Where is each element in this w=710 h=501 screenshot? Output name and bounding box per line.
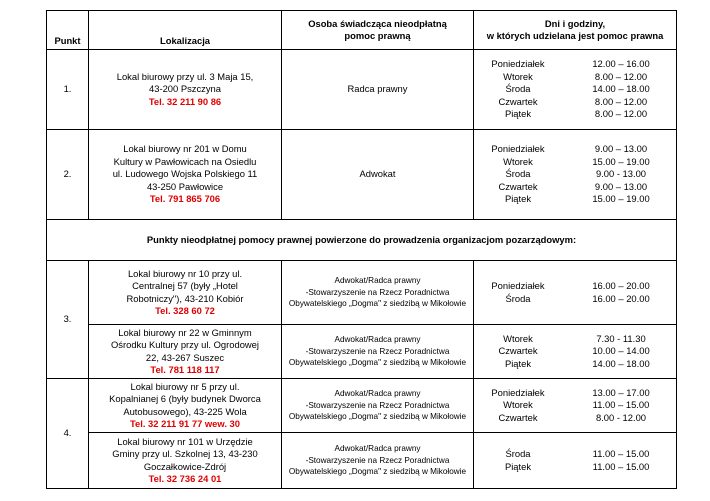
location-line: 43-250 Pawłowice <box>146 180 224 192</box>
schedule-hours: 11.00 – 15.00 <box>592 399 650 411</box>
provider-cell <box>282 379 474 433</box>
location-line: Lokal biurowy nr 22 w Gminnym <box>118 326 252 338</box>
row-number: 4. <box>47 379 89 489</box>
provider-line: Obywatelskiego „Dogma" z siedzibą w Mikołowie <box>288 299 467 309</box>
provider-line: Radca prawny <box>347 83 408 95</box>
location-line: ul. Ludowego Wojska Polskiego 11 <box>112 168 258 180</box>
location-line: Autobusowego), 43-225 Wola <box>123 405 247 417</box>
schedule-hours: 11.00 – 15.00 <box>592 460 650 472</box>
schedule-day: Czwartek <box>498 345 538 357</box>
provider-line: -Stowarzyszenie na Rzecz Poradnictwa <box>305 287 450 297</box>
phone-number: Tel. 32 211 90 86 <box>148 95 222 107</box>
schedule-day: Wtorek <box>503 70 533 82</box>
schedule-day: Poniedziałek <box>491 58 545 70</box>
schedule-day: Środa <box>505 83 531 95</box>
provider-line: Adwokat/Radca prawny <box>334 389 421 399</box>
location-line: 43-200 Pszczyna <box>149 83 221 95</box>
schedule-hours: 9.00 – 13.00 <box>594 180 648 192</box>
section-title: Punkty nieodpłatnej pomocy prawnej powierzone do prowadzenia organizacjom pozarządowym: <box>47 220 677 261</box>
header-osoba: Osoba świadcząca nieodpłatną pomoc prawną <box>282 11 474 50</box>
provider-line: Adwokat/Radca prawny <box>334 276 421 286</box>
schedule-cell <box>474 325 677 379</box>
header-dni-line1: Dni i godziny, <box>544 17 606 29</box>
location-cell <box>89 261 282 325</box>
location-line: Lokal biurowy nr 201 w Domu <box>123 143 247 155</box>
phone-number: Tel. 791 865 706 <box>149 193 221 205</box>
schedule-cell <box>474 261 677 325</box>
provider-cell <box>282 50 474 130</box>
schedule-day: Czwartek <box>498 180 538 192</box>
table-row <box>47 433 677 489</box>
row-number: 1. <box>47 50 89 130</box>
schedule-hours: 8.00 – 12.00 <box>594 95 648 107</box>
schedule-day: Czwartek <box>498 95 538 107</box>
location-line: Lokal biurowy nr 10 przy ul. <box>127 267 243 279</box>
location-line: Centralnej 57 (były „Hotel <box>132 280 238 292</box>
location-line: Gminy przy ul. Szkolnej 13, 43-230 <box>112 448 258 460</box>
schedule-hours: 9.00 – 13.00 <box>594 143 648 155</box>
row-number: 3. <box>47 261 89 379</box>
schedule-hours: 9.00 - 13.00 <box>595 168 647 180</box>
schedule-hours: 13.00 – 17.00 <box>592 386 650 398</box>
location-cell <box>89 130 282 220</box>
schedule-day: Piątek <box>504 460 532 472</box>
schedule-hours: 12.00 – 16.00 <box>592 58 650 70</box>
location-cell <box>89 50 282 130</box>
table-row <box>47 379 677 433</box>
schedule-day: Wtorek <box>503 399 533 411</box>
section-row <box>47 220 677 261</box>
provider-line: -Stowarzyszenie na Rzecz Poradnictwa <box>305 400 450 410</box>
location-line: 22, 43-267 Suszec <box>145 351 225 363</box>
provider-line: Adwokat/Radca prawny <box>334 335 421 345</box>
schedule-cell <box>474 130 677 220</box>
table-body <box>47 50 677 489</box>
phone-number: Tel. 32 211 91 77 wew. 30 <box>130 417 240 429</box>
schedule-day: Poniedziałek <box>491 143 545 155</box>
provider-cell <box>282 261 474 325</box>
table-row <box>47 261 677 325</box>
schedule-day: Środa <box>505 292 531 304</box>
location-cell <box>89 325 282 379</box>
provider-cell <box>282 433 474 489</box>
schedule-hours: 14.00 – 18.00 <box>592 83 650 95</box>
provider-line: Obywatelskiego „Dogma" z siedzibą w Mikołowie <box>288 358 467 368</box>
header-dni-godziny <box>474 11 677 50</box>
location-line: Robotniczy"), 43-210 Kobiór <box>126 292 244 304</box>
header-dni-line2: w których udzielana jest pomoc prawna <box>486 30 664 41</box>
schedule-grid <box>474 58 676 120</box>
schedule-day: Środa <box>505 168 531 180</box>
schedule-day: Piątek <box>504 108 532 120</box>
provider-line: Adwokat <box>359 168 396 180</box>
provider-line: Obywatelskiego „Dogma" z siedzibą w Mikołowie <box>288 467 467 477</box>
schedule-cell <box>474 433 677 489</box>
schedule-hours: 14.00 – 18.00 <box>592 357 650 369</box>
schedule-day: Poniedziałek <box>491 280 545 292</box>
schedule-grid <box>474 387 676 424</box>
phone-number: Tel. 328 60 72 <box>155 304 215 316</box>
location-line: Kopalnianej 6 (były budynek Dworca <box>109 393 261 405</box>
schedule-day: Czwartek <box>498 411 538 423</box>
provider-line: Obywatelskiego „Dogma" z siedzibą w Mikołowie <box>288 412 467 422</box>
location-line: Kultury w Pawłowicach na Osiedlu <box>113 155 257 167</box>
table-row <box>47 325 677 379</box>
location-line: Ośrodku Kultury przy ul. Ogrodowej <box>111 339 259 351</box>
table-row <box>47 50 677 130</box>
schedule-cell <box>474 379 677 433</box>
schedule-grid <box>474 143 676 205</box>
schedule-cell <box>474 50 677 130</box>
location-line: Lokal biurowy przy ul. 3 Maja 15, <box>116 70 254 82</box>
location-cell <box>89 433 282 489</box>
location-cell <box>89 379 282 433</box>
schedule-grid <box>474 448 676 473</box>
header-punkt: Punkt <box>47 11 89 50</box>
provider-cell <box>282 130 474 220</box>
provider-line: Adwokat/Radca prawny <box>334 444 421 454</box>
location-line: Lokal biurowy nr 101 w Urzędzie <box>117 435 253 447</box>
schedule-hours: 11.00 – 15.00 <box>592 448 650 460</box>
schedule-day: Poniedziałek <box>491 386 545 398</box>
schedule-hours: 15.00 – 19.00 <box>592 193 650 205</box>
header-row <box>47 11 677 50</box>
schedule-day: Piątek <box>504 193 532 205</box>
phone-number: Tel. 32 736 24 01 <box>148 472 222 484</box>
location-line: Goczałkowice-Zdrój <box>143 460 227 472</box>
schedule-grid <box>474 333 676 370</box>
schedule-hours: 8.00 – 12.00 <box>594 108 648 120</box>
schedule-hours: 10.00 – 14.00 <box>592 345 650 357</box>
schedule-grid <box>474 280 676 305</box>
schedule-day: Środa <box>505 448 531 460</box>
schedule-day: Wtorek <box>503 332 533 344</box>
schedule-hours: 7.30 - 11.30 <box>596 332 646 344</box>
location-line: Lokal biurowy nr 5 przy ul. <box>130 380 240 392</box>
schedule-hours: 15.00 – 19.00 <box>592 155 650 167</box>
row-number: 2. <box>47 130 89 220</box>
schedule-hours: 8.00 – 12.00 <box>594 70 648 82</box>
provider-line: -Stowarzyszenie na Rzecz Poradnictwa <box>305 455 450 465</box>
schedule-hours: 16.00 – 20.00 <box>592 280 650 292</box>
header-lokalizacja: Lokalizacja <box>89 11 282 50</box>
provider-line: -Stowarzyszenie na Rzecz Poradnictwa <box>305 346 450 356</box>
schedule-day: Wtorek <box>503 155 533 167</box>
provider-cell <box>282 325 474 379</box>
legal-aid-table <box>46 10 677 489</box>
schedule-day: Piątek <box>504 357 532 369</box>
phone-number: Tel. 781 118 117 <box>150 363 220 375</box>
schedule-hours: 8.00 - 12.00 <box>595 411 647 423</box>
schedule-hours: 16.00 – 20.00 <box>592 292 650 304</box>
table-row <box>47 130 677 220</box>
